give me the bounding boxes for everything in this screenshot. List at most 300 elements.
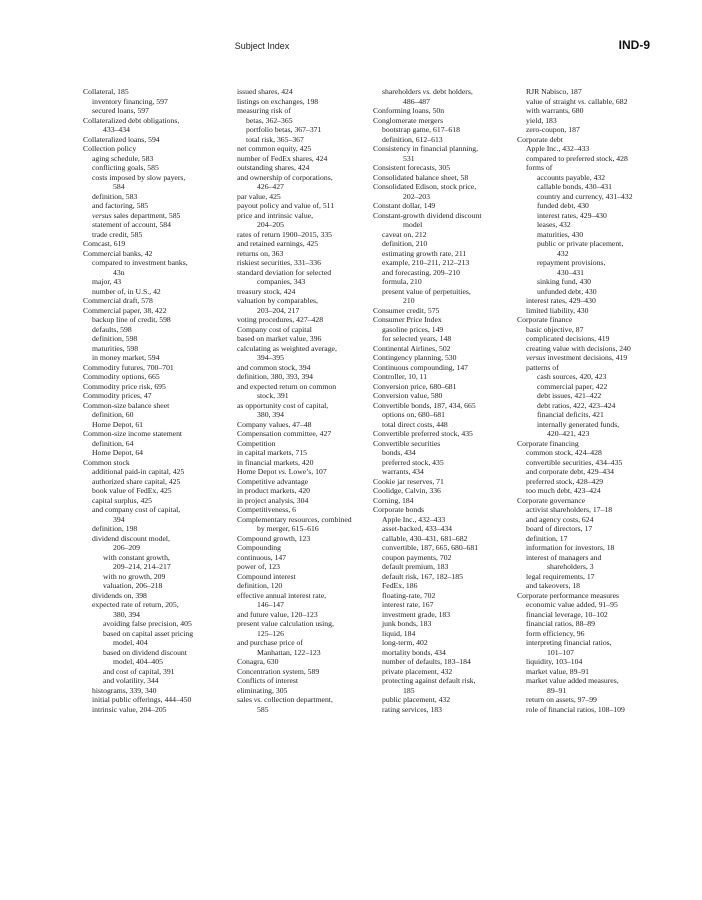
index-entry-text: Company cost of capital [237,324,312,334]
index-column-3 [373,87,523,714]
index-entry [517,429,667,439]
index-entry-text: based on dividend discount [103,647,187,657]
index-entry-text: interest of managers and [526,552,602,562]
index-entry [373,467,523,477]
index-entry-text: portfolio betas, 367–371 [246,125,322,134]
index-entry [517,410,667,420]
index-entry [373,306,523,316]
index-entry [517,420,667,430]
index-entry-text: book value of FedEx, 425 [92,486,172,495]
index-entry-text: number of defaults, 183–184 [382,657,471,666]
index-entry [517,220,667,230]
index-entry-text: Compounding [237,543,281,552]
index-entry-text: secured loans, 597 [92,106,149,115]
index-entry-text: Commercial draft, 578 [83,296,153,305]
index-entry [373,382,523,392]
index-entry-text: riskiest securities, 331–336 [237,258,321,267]
index-entry [83,676,233,686]
index-entry-text: continuous, 147 [237,552,287,562]
index-entry [373,695,523,705]
index-entry [517,562,667,572]
index-entry-text: by merger, 615–616 [257,524,319,533]
index-entry-text: 146–147 [257,600,284,609]
index-entry-text: formula, 210 [382,277,422,286]
index-entry-text: economic value added, 91–95 [526,600,618,609]
index-entry [237,163,387,173]
index-entry [237,543,387,553]
index-entry [83,220,233,230]
index-entry [237,391,387,401]
index-entry-text: total direct costs, 448 [382,419,448,429]
index-entry [83,182,233,192]
index-entry-text: Conversion value, 580 [373,391,443,400]
index-entry-text: Corporate governance [517,495,586,505]
index-entry [373,296,523,306]
index-entry [517,258,667,268]
index-entry-text: financial deficits, 421 [537,410,604,419]
index-entry [83,106,233,116]
index-entry [517,106,667,116]
index-entry [373,173,523,183]
index-entry [517,87,667,97]
index-entry-text: as opportunity cost of capital, [237,400,329,410]
index-entry [373,239,523,249]
index-entry [237,87,387,97]
index-entry-text: Corporate bonds [373,505,425,514]
index-entry [83,230,233,240]
index-entry [373,353,523,363]
index-entry [83,524,233,534]
index-entry-text: dividend discount model, [92,533,170,543]
index-entry [237,268,387,278]
index-entry-text: Convertible securities [373,438,441,448]
index-entry [517,391,667,401]
index-entry-text: Coolidge, Calvin, 336 [373,486,441,495]
index-entry [517,686,667,696]
index-entry-text: Constant dollar, 149 [373,201,436,210]
index-entry-text: collection department, [262,695,333,704]
index-entry-text: return on assets, 97–99 [526,695,597,704]
index-column-1 [83,87,233,714]
index-entry [517,705,667,715]
index-entry [373,420,523,430]
index-entry-text: treasury stock, 424 [237,286,296,296]
index-entry [517,249,667,259]
index-entry-text: definition, 612–613 [382,134,443,144]
index-entry [517,382,667,392]
index-entry-text: voting procedures, 427–428 [237,315,324,324]
index-entry-text: Corporate financing [517,438,579,448]
index-entry [237,496,387,506]
index-entry-text: and ownership of corporations, [237,172,333,182]
index-entry-text: country and currency, 431–432 [537,191,633,201]
index-entry-text: Competitive advantage [237,476,309,486]
index-entry [517,477,667,487]
index-entry-text: shareholders, 3 [547,562,594,571]
index-entry [373,676,523,686]
index-entry-text: Collection policy [83,144,137,153]
index-entry-text: debt ratios, 422, 423–424 [537,400,616,410]
index-entry [237,553,387,563]
index-entry [517,524,667,534]
index-entry-text: preferred stock, 435 [382,457,444,467]
index-entry-text: Company values, 47–48 [237,419,312,429]
index-entry [517,448,667,458]
index-entry-text: measuring risk of [237,106,291,115]
index-entry [83,600,233,610]
index-entry [237,249,387,259]
index-entry [237,135,387,145]
index-entry [373,515,523,525]
index-entry-text: Controller, 10, 11 [373,372,428,381]
index-entry-text: outstanding shares, 424 [237,163,310,172]
index-entry [83,192,233,202]
index-entry [373,363,523,373]
index-entry-text: maturities, 430 [537,229,584,239]
index-entry-text: investment grade, 183 [382,609,451,619]
index-entry-text: sales department, 585 [111,210,181,220]
index-entry-text: model, 404–405 [113,657,163,666]
index-entry-text: 426–427 [257,182,284,191]
index-entry [373,287,523,297]
index-entry [237,173,387,183]
index-entry [373,572,523,582]
index-entry-text: compared to investment banks, [92,258,188,267]
index-entry-text: 43n [113,267,125,277]
index-entry-text: 209–214, 214–217 [113,562,171,571]
index-entry-text: caveat on, 212 [382,229,427,239]
index-entry-text: Convertible bonds, 187, 434, 665 [373,400,476,410]
index-entry [517,306,667,316]
index-entry-text: Manhattan, 122–123 [257,647,321,657]
index-entry [83,619,233,629]
index-entry-text: in money market, 594 [92,353,160,362]
index-entry [237,363,387,373]
index-entry [237,296,387,306]
index-entry-text: Consolidated balance sheet, 58 [373,172,469,182]
index-entry [373,125,523,135]
index-entry [83,135,233,145]
index-entry-text: expected rate of return, 205, [92,600,179,609]
index-entry-text: 204–205 [257,220,284,229]
index-entry [83,429,233,439]
index-column-4 [517,87,667,714]
index-entry [373,439,523,449]
index-entry [373,87,523,97]
index-entry-text: Commodity price risk, 695 [83,381,166,391]
index-entry [83,496,233,506]
index-entry [517,163,667,173]
index-entry [373,562,523,572]
index-entry-text: activist shareholders, 17–18 [526,505,613,514]
index-entry [517,676,667,686]
index-entry [83,306,233,316]
index-entry-italic: vs. [253,695,263,704]
index-entry [373,220,523,230]
index-entry-italic: versus [526,353,546,362]
index-entry-text: preferred stock, 428–429 [526,476,604,486]
index-entry-text: definition, 380, 393, 394 [237,372,314,381]
index-entry-text: Common-size balance sheet [83,400,170,410]
index-entry-text: Commodity options, 665 [83,372,160,381]
index-entry-text: for selected years, 148 [382,334,452,343]
index-entry [83,97,233,107]
index-entry-text: Concentration system, 589 [237,666,320,676]
index-entry [373,591,523,601]
index-entry [373,192,523,202]
index-entry-text: cash sources, 420, 423 [537,372,607,381]
index-entry-text: public placement, 432 [382,695,451,704]
index-entry-text: Commercial banks, 42 [83,248,153,258]
index-entry-text: Common-size income statement [83,429,183,438]
index-entry-text: number of FedEx shares, 424 [237,153,328,163]
index-entry [517,619,667,629]
index-entry-text: Lowe’s, 107 [286,467,327,476]
index-entry [237,258,387,268]
index-entry-text: public or private placement, [537,239,624,248]
index-entry [237,353,387,363]
index-entry-text: authorized share capital, 425 [92,476,181,486]
index-entry-text: with constant growth, [103,552,170,562]
index-entry-text: companies, 343 [257,277,306,286]
index-entry [373,391,523,401]
index-entry [237,429,387,439]
index-entry-text: Commercial paper, 38, 422 [83,305,167,315]
index-entry-text: patterns of [526,362,559,372]
index-entry-text: 486–487 [403,96,430,106]
index-entry [373,410,523,420]
index-entry [237,686,387,696]
index-entry-text: Apple Inc., 432–433 [526,144,590,153]
index-entry-text: FedEx, 186 [382,581,418,590]
index-entry [517,230,667,240]
index-entry-text: trade credit, 585 [92,229,143,239]
index-entry [373,600,523,610]
index-entry-text: Consumer Price Index [373,315,442,324]
page-number: IND-9 [618,38,650,52]
index-entry-text: coupon payments, 702 [382,552,452,562]
index-entry-text: sales [237,695,254,704]
index-entry-text: valuation, 206–218 [103,581,163,590]
index-entry [517,135,667,145]
index-entry [237,401,387,411]
index-entry [517,486,667,496]
index-entry [83,553,233,563]
index-entry-text: warrants, 434 [382,467,424,476]
index-entry [517,467,667,477]
index-entry [237,486,387,496]
index-entry [237,657,387,667]
index-entry [237,382,387,392]
index-entry-text: creating value with decisions, 240 [526,343,631,353]
index-entry [517,600,667,610]
index-entry-text: and common stock, 394 [237,362,311,372]
index-entry [83,296,233,306]
index-entry-text: Consolidated Edison, stock price, [373,182,477,191]
index-entry-text: definition, 583 [92,191,138,201]
index-entry-text: Conversion price, 680–681 [373,381,457,391]
index-entry-text: Conglomerate mergers [373,115,444,125]
index-entry-text: Comcast, 619 [83,239,126,248]
index-entry-text: definition, 60 [92,410,134,419]
index-entry [237,116,387,126]
index-entry [83,505,233,515]
index-entry [237,315,387,325]
index-entry-text: 585 [257,704,269,714]
index-entry-text: too much debt, 423–424 [526,486,601,495]
index-entry-text: definition, 64 [92,438,134,448]
index-entry [83,211,233,221]
index-entry [517,211,667,221]
index-entry [373,163,523,173]
index-entry [83,467,233,477]
index-entry [373,372,523,382]
index-entry [237,372,387,382]
index-entry [237,562,387,572]
index-entry-text: Complementary resources, combined [237,514,352,524]
index-entry [237,619,387,629]
index-entry-text: and expected return on common [237,381,337,391]
index-entry [517,439,667,449]
index-entry-text: and retained earnings, 425 [237,239,319,248]
index-entry [83,334,233,344]
index-entry-text: sinking fund, 430 [537,277,592,286]
index-entry [373,144,523,154]
index-entry [237,287,387,297]
index-entry-text: Consistent forecasts, 305 [373,163,451,172]
index-entry-text: Consistency in financial planning, [373,144,479,153]
index-entry-text: convertible securities, 434–435 [526,457,623,467]
index-entry-text: defaults, 598 [92,324,132,334]
index-entry [83,391,233,401]
index-entry-text: model [403,220,423,229]
index-entry-text: long-term, 402 [382,638,428,647]
index-entry-text: financial leverage, 10–102 [526,609,608,619]
index-entry-text: rates of return 1900–2015, 335 [237,229,333,239]
index-entry [517,667,667,677]
index-entry [83,268,233,278]
index-entry [517,353,667,363]
index-entry [517,154,667,164]
index-entry-text: Corporate performance measures [517,590,620,600]
index-entry-text: price and intrinsic value, [237,210,313,220]
index-entry [83,543,233,553]
index-entry-text: liquidity, 103–104 [526,657,583,666]
index-entry [237,125,387,135]
index-entry-text: default risk, 167, 182–185 [382,571,463,581]
index-entry-text: capital surplus, 425 [92,495,152,505]
index-entry [237,524,387,534]
index-entry-text: 210 [403,296,415,305]
index-entry-text: complicated decisions, 419 [526,334,610,343]
index-entry-text: total risk, 365–367 [246,134,304,144]
index-entry-text: example, 210–211, 212–213 [382,258,470,267]
index-entry [517,581,667,591]
index-entry-text: and corporate debt, 429–434 [526,467,614,476]
index-entry [237,182,387,192]
index-entry [83,695,233,705]
index-entry-text: repayment provisions, [537,258,606,267]
index-entry [237,220,387,230]
index-entry [517,496,667,506]
index-entry-text: definition, 120 [237,581,283,590]
index-entry [517,296,667,306]
index-entry-text: issued shares, 424 [237,87,293,96]
index-entry [373,581,523,591]
index-entry-text: bonds, 434 [382,448,416,457]
index-entry [373,182,523,192]
index-entry-text: callable, 430–431, 681–682 [382,533,468,543]
index-entry [373,610,523,620]
index-entry-text: Corning, 184 [373,495,414,505]
index-entry-text: standard deviation for selected [237,267,332,277]
index-entry-text: in project analysis, 304 [237,495,309,505]
index-entry-text: asset-backed, 433–434 [382,524,453,533]
index-entry-text: yield, 183 [526,115,557,125]
index-entry [237,477,387,487]
index-entry [373,629,523,639]
index-entry-text: interpreting financial ratios, [526,638,612,647]
index-entry-text: Collateralized debt obligations, [83,115,180,125]
index-entry [83,372,233,382]
index-entry [83,144,233,154]
index-entry-text: Common stock [83,457,130,467]
index-entry [517,287,667,297]
index-entry-text: 433–434 [103,125,130,134]
index-entry-text: present value calculation using, [237,619,334,628]
index-entry [237,344,387,354]
index-entry [373,258,523,268]
index-entry-text: 185 [403,685,415,695]
index-entry-text: internally generated funds, [537,419,620,429]
index-entry-text: rating services, 183 [382,704,442,714]
index-entry-text: initial public offerings, 444–450 [92,695,192,704]
index-entry [237,334,387,344]
index-entry [237,439,387,449]
index-entry-text: Conagra, 630 [237,657,279,666]
index-entry [83,315,233,325]
index-entry-text: Apple Inc., 432–433 [382,514,446,524]
index-entry-text: Compound interest [237,571,296,581]
index-entry-text: number of, in U.S., 42 [92,286,161,296]
index-entry [373,486,523,496]
index-entry [237,629,387,639]
index-entry [83,420,233,430]
index-entry-text: 420–421, 423 [547,429,590,438]
index-entry-text: calculating as weighted average, [237,343,337,353]
index-entry-text: model, 404 [113,638,148,647]
index-entry [237,610,387,620]
index-entry-text: interest rates, 429–430 [537,210,607,220]
index-entry [373,429,523,439]
index-entry-text: interest rate, 167 [382,600,434,609]
index-entry-text: unfunded debt, 430 [537,286,597,296]
index-entry [373,116,523,126]
index-entry [373,553,523,563]
index-entry [373,705,523,715]
index-entry-text: inventory financing, 597 [92,96,168,106]
index-entry-text: options on, 680–681 [382,410,445,419]
index-entry [83,629,233,639]
index-entry-text: with no growth, 209 [103,571,166,581]
index-entry-text: and purchase price of [237,638,303,647]
index-entry [517,201,667,211]
index-entry-text: debt issues, 421–422 [537,391,602,400]
index-entry [83,116,233,126]
index-entry-text: listings on exchanges, 198 [237,96,319,106]
index-entry-text: costs imposed by slow payers, [92,172,186,182]
index-entry [373,211,523,221]
